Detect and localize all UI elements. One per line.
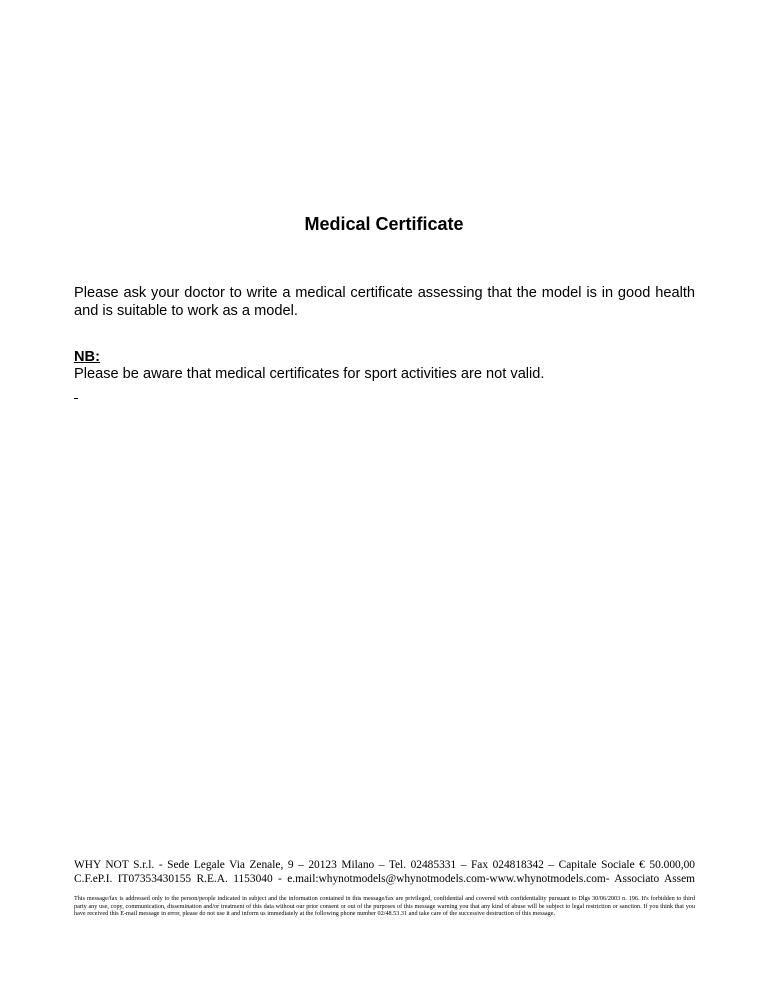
page-title: Medical Certificate [304, 214, 464, 234]
body-paragraph: Please ask your doctor to write a medical certificate assessing that the model is in good health and is suitable to work as a model. [74, 285, 695, 319]
nb-label: NB: [74, 349, 100, 365]
nb-text: Please be aware that medical certificates for sport activities are not valid. [74, 366, 545, 382]
small-mark [74, 398, 78, 399]
footer-company-line: WHY NOT S.r.l. - Sede Legale Via Zenale, 9 – 20123 Milano – Tel. 02485331 – Fax 024818342 – Capitale Sociale € 50.000,00 [74, 859, 695, 871]
footer-contact-line: C.F.eP.I. IT07353430155 R.E.A. 1153040 - e.mail:whynotmodels@whynotmodels.com-www.whynotmodels.com- Associato Assem [74, 873, 695, 885]
footer-disclaimer: This message/fax is addressed only to the person/people indicated in subject and the information contained in this message/fax are privileged, confidential and covered with confidentiality pursuant to Dlgs 30/06/2003 n. 196. It's forbidden to third party any use, copy, communication, dissemination and/or treatment of this data without our prior consent or out of the purposes of this message warning you that any kind of abuse will be subject to legal restriction or sanction. If you think that you have received this E-mail message in error, please do not use it and inform us immediately at the following phone number 02/48.53.31 and take care of the successive destruction of this message. [74, 895, 695, 918]
